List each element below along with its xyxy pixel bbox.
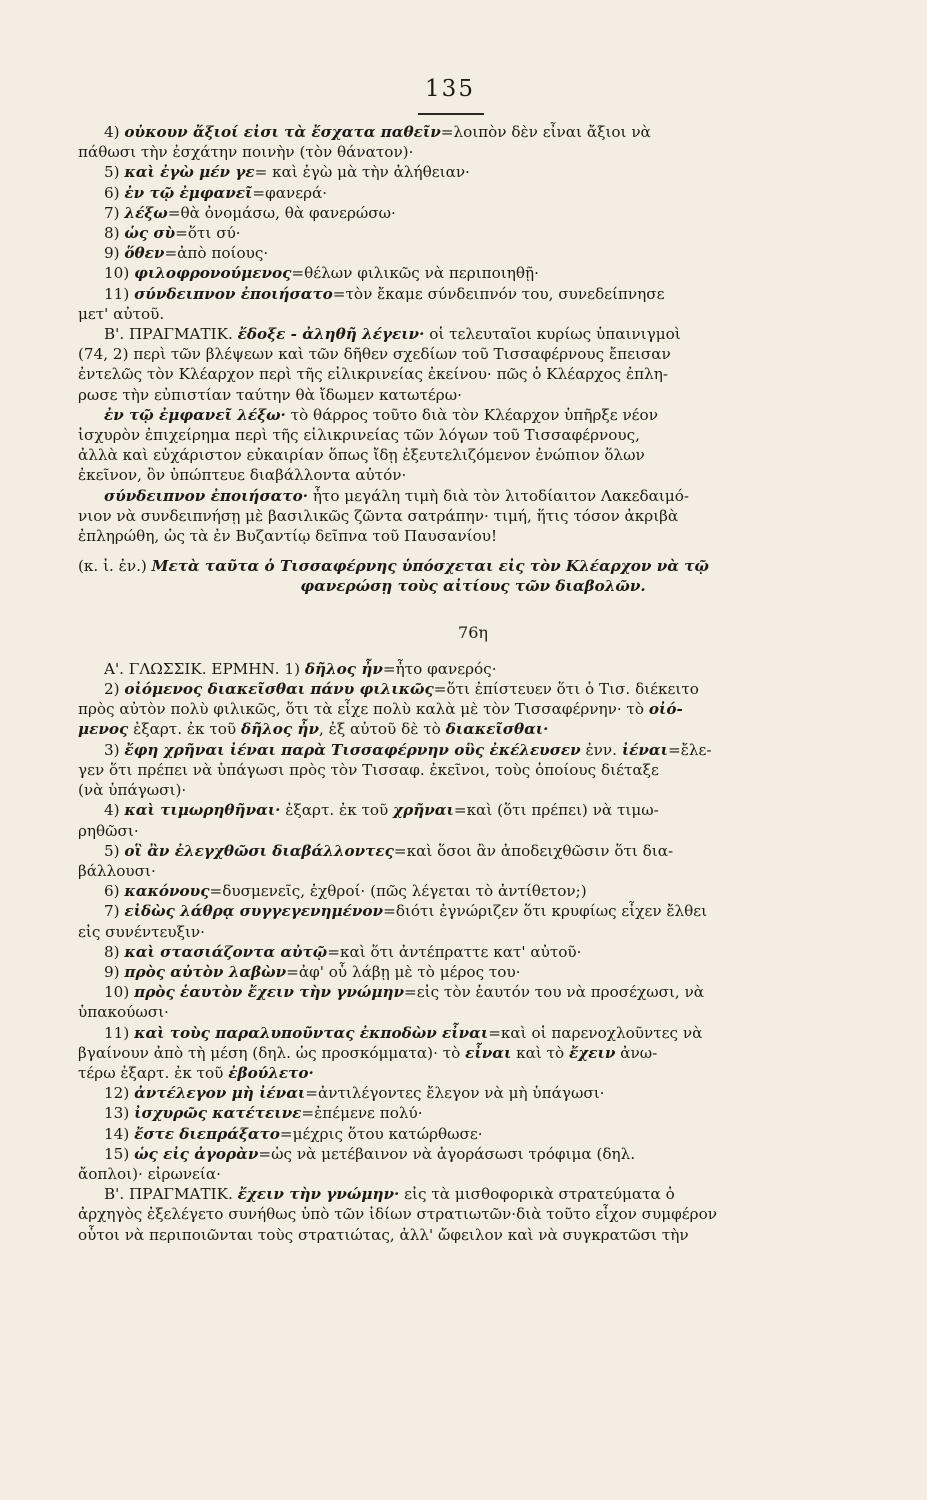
lemma: εἶναι	[465, 1043, 512, 1062]
lemma: λέξω	[124, 203, 168, 222]
gloss-text: 5)	[104, 841, 125, 860]
gloss-line	[78, 142, 868, 162]
gloss-text: =διότι ἐγνώριζεν ὅτι κρυφίως εἶχεν ἔλθει	[383, 902, 708, 921]
commentary-line	[78, 526, 868, 546]
lemma: οὐκουν ἄξιοί εἰσι τὰ ἔσχατα παθεῖν	[124, 123, 441, 141]
gloss-text: =ἦτο φανερός·	[382, 659, 497, 678]
lemma: ὡς σὺ	[124, 224, 176, 243]
lemma: σύνδειπνον ἐποιήσατο·	[104, 486, 308, 505]
gloss-line	[78, 800, 868, 820]
gloss-line	[78, 922, 868, 942]
gloss-text: =ὅτι ἐπίστευεν ὅτι ὁ Τισ. διέκειτο	[433, 680, 699, 699]
commentary-line	[78, 1225, 868, 1245]
gloss-text: ἀνω-	[615, 1043, 658, 1062]
gloss-line	[78, 223, 868, 243]
gloss-text: ὑπακούωσι·	[78, 1003, 169, 1022]
gloss-text: ρηθῶσι·	[78, 821, 139, 840]
gloss-text: =ἀφ' οὗ λάβῃ μὲ τὸ μέρος του·	[286, 962, 521, 981]
lemma: καὶ ἐγὼ μέν γε	[124, 163, 255, 182]
gloss-text: ἰσχυρὸν ἐπιχείρημα περὶ τῆς εἰλικρινείας τῶν λόγων τοῦ Τισσαφέρνους,	[78, 426, 640, 445]
gloss-text: 5)	[104, 163, 125, 182]
gloss-line	[78, 284, 868, 304]
page-number: 135	[425, 76, 475, 102]
gloss-text: =ἀπὸ ποίους·	[164, 244, 269, 263]
gloss-text: =ἀντιλέγοντες ἔλεγον νὰ μὴ ὑπάγωσι·	[305, 1084, 605, 1103]
gloss-text: οὗτοι νὰ περιποιῶνται τοὺς στρατιώτας, ἀλλ' ὤφειλον καὶ νὰ συγκρατῶσι τὴν	[78, 1225, 689, 1244]
lemma: ἔδοξε - ἀληθῆ λέγειν·	[237, 325, 425, 344]
gloss-text: Β'. ΠΡΑΓΜΑΤΙΚ.	[104, 325, 238, 344]
gloss-text: 6)	[104, 183, 125, 202]
gloss-line	[78, 699, 868, 719]
lemma: ἀντέλεγον μὴ ἰέναι	[134, 1084, 306, 1103]
gloss-line	[78, 1144, 868, 1164]
lemma: φανερώσῃ τοὺς αἰτίους τῶν διαβολῶν.	[300, 577, 646, 596]
gloss-text: =φανερά·	[252, 183, 328, 202]
gloss-text: =καὶ οἱ παρενοχλοῦντες νὰ	[488, 1023, 703, 1042]
gloss-line	[78, 1043, 868, 1063]
lemma: εἰδὼς λάθρᾳ συγγεγενημένον	[124, 902, 384, 921]
gloss-line	[78, 1103, 868, 1123]
gloss-text: 10)	[104, 983, 135, 1002]
gloss-text: =θὰ ὀνομάσω, θὰ φανερώσω·	[167, 203, 396, 222]
gloss-text: πρὸς αὐτὸν πολὺ φιλικῶς, ὅτι τὰ εἶχε πολὺ καλὰ μὲ τὸν Τισσαφέρνην· τὸ	[78, 700, 649, 719]
gloss-text: 12)	[104, 1084, 135, 1103]
commentary-line	[78, 486, 868, 506]
section-commentary-75	[78, 122, 868, 597]
gloss-text: τέρω ἐξαρτ. ἐκ τοῦ	[78, 1063, 229, 1082]
gloss-text: ρωσε τὴν εὐπιστίαν ταύτην θὰ ἴδωμεν κατωτέρω·	[78, 385, 462, 404]
commentary-line	[78, 405, 868, 425]
gloss-text: οἱ τελευταῖοι κυρίως ὑπαινιγμοὶ	[424, 325, 681, 344]
gloss-text: ἀρχηγὸς ἐξελέγετο συνήθως ὑπὸ τῶν ἰδίων στρατιωτῶν·διὰ τοῦτο εἶχον συμφέρον	[78, 1205, 717, 1224]
gloss-text: εἰς συνέντευξιν·	[78, 922, 205, 941]
gloss-text: 2)	[104, 680, 125, 699]
gloss-line	[78, 1164, 868, 1184]
gloss-text: =θέλων φιλικῶς νὰ περιποιηθῇ·	[291, 264, 539, 283]
commentary-line	[78, 506, 868, 526]
commentary-line	[78, 465, 868, 485]
gloss-line	[78, 760, 868, 780]
gloss-line	[78, 861, 868, 881]
lemma: φιλοφρονούμενος	[134, 264, 292, 283]
gloss-line	[78, 263, 868, 283]
lemma: δῆλος ἦν	[304, 659, 383, 678]
gloss-text: ἐντελῶς τὸν Κλέαρχον περὶ τῆς εἰλικρινείας ἐκείνου· πῶς ὁ Κλέαρχος ἐπλη-	[78, 365, 668, 384]
gloss-text: =δυσμενεῖς, ἐχθροί· (πῶς λέγεται τὸ ἀντίθετον;)	[209, 882, 587, 901]
lemma: χρῆναι	[393, 801, 454, 820]
lemma: πρὸς αὐτὸν λαβὼν	[124, 962, 287, 981]
gloss-text: =μέχρις ὅτου κατώρθωσε·	[279, 1124, 483, 1143]
gloss-text: 9)	[104, 962, 125, 981]
gloss-line	[78, 962, 868, 982]
section-number: 76η	[458, 622, 488, 642]
lemma: ἔστε διεπράξατο	[134, 1124, 280, 1143]
gloss-text: 14)	[104, 1124, 135, 1143]
summary-note	[78, 576, 868, 596]
lemma: ἰσχυρῶς κατέτεινε	[134, 1104, 302, 1123]
gloss-line	[78, 162, 868, 182]
gloss-text: καὶ τὸ	[511, 1043, 570, 1062]
gloss-text: 11)	[104, 284, 135, 303]
gloss-text: εἰς τὰ μισθοφορικὰ στρατεύματα ὁ	[399, 1185, 675, 1204]
lemma: μενος	[78, 720, 129, 739]
gloss-text: γεν ὅτι πρέπει νὰ ὑπάγωσι πρὸς τὸν Τισσαφ. ἐκεῖνοι, τοὺς ὁποίους διέταξε	[78, 760, 659, 779]
lemma: ἰέναι	[621, 740, 668, 759]
gloss-text: =καὶ ὅτι ἀντέπραττε κατ' αὐτοῦ·	[327, 942, 582, 961]
commentary-line	[78, 425, 868, 445]
gloss-line	[78, 183, 868, 203]
gloss-text: =ὡς νὰ μετέβαινον νὰ ἀγοράσωσι τρόφιμα (δηλ.	[258, 1144, 636, 1163]
lemma: ἔχειν	[569, 1043, 616, 1062]
lemma: Μετὰ ταῦτα ὁ Τισσαφέρνης ὑπόσχεται εἰς τὸν Κλέαρχον νὰ τῷ	[151, 557, 709, 576]
summary-note	[78, 556, 868, 576]
gloss-line	[78, 1124, 868, 1144]
gloss-text: =ἐπέμενε πολύ·	[301, 1104, 423, 1123]
lemma: καὶ τοὺς παραλυποῦντας ἐκποδὼν εἶναι	[134, 1023, 489, 1042]
gloss-text: 8)	[104, 224, 125, 243]
gloss-text: 7)	[104, 902, 125, 921]
gloss-text: =καὶ (ὅτι πρέπει) νὰ τιμω-	[453, 801, 659, 820]
page-number-rule	[418, 113, 484, 115]
gloss-text: =ὅτι σύ·	[175, 224, 241, 243]
gloss-text: 7)	[104, 203, 125, 222]
gloss-text: Α'. ΓΛΩΣΣΙΚ. ΕΡΜΗΝ. 1)	[104, 659, 305, 678]
gloss-text: =εἰς τὸν ἑαυτόν του νὰ προσέχωσι, νὰ	[404, 983, 705, 1002]
gloss-text: ἐνν.	[580, 740, 622, 759]
gloss-line	[78, 679, 868, 699]
lemma: ὡς εἰς ἀγορὰν	[134, 1144, 259, 1163]
commentary-line	[78, 445, 868, 465]
gloss-text: =τὸν ἔκαμε σύνδειπνόν του, συνεδείπνησε	[332, 284, 665, 303]
gloss-line	[78, 1083, 868, 1103]
gloss-line	[78, 780, 868, 800]
gloss-line	[78, 982, 868, 1002]
gloss-text: 8)	[104, 942, 125, 961]
lemma: οἰό-	[648, 700, 683, 719]
section-commentary-76	[78, 659, 868, 1245]
gloss-line	[78, 901, 868, 921]
gloss-text: τὸ θάρρος τοῦτο διὰ τὸν Κλέαρχον ὑπῆρξε νέον	[285, 405, 658, 424]
gloss-text: (κ. ἰ. ἐν.)	[78, 557, 152, 576]
lemma: ὅθεν	[124, 244, 165, 263]
gloss-text: , ἐξ αὐτοῦ δὲ τὸ	[319, 720, 446, 739]
gloss-text: ἄοπλοι)· εἰρωνεία·	[78, 1164, 221, 1183]
gloss-text: =καὶ ὅσοι ἂν ἀποδειχθῶσιν ὅτι δια-	[393, 841, 674, 860]
lemma: διακεῖσθαι·	[445, 720, 549, 739]
gloss-text: (74, 2) περὶ τῶν βλέψεων καὶ τῶν δῆθεν σχεδίων τοῦ Τισσαφέρνους ἔπεισαν	[78, 345, 671, 364]
gloss-text: =ἔλε-	[667, 740, 712, 759]
gloss-line	[78, 659, 868, 679]
lemma: ἔχειν τὴν γνώμην·	[237, 1185, 400, 1204]
gloss-text: 10)	[104, 264, 135, 283]
gloss-text: μετ' αὐτοῦ.	[78, 304, 165, 323]
gloss-text: βγαίνουν ἀπὸ τὴ μέση (δηλ. ὡς προσκόμματα)· τὸ	[78, 1043, 466, 1062]
lemma: δῆλος ἦν	[240, 720, 320, 739]
commentary-line	[78, 364, 868, 384]
commentary-line	[78, 1184, 868, 1204]
page-text	[78, 122, 868, 1245]
gloss-text: (νὰ ὑπάγωσι)·	[78, 781, 187, 800]
gloss-line	[78, 740, 868, 760]
lemma: ἐν τῷ ἐμφανεῖ	[124, 183, 253, 202]
lemma: σύνδειπνον ἐποιήσατο	[134, 284, 333, 303]
gloss-text: νιον νὰ συνδειπνήσῃ μὲ βασιλικῶς ζῶντα σατράπην· τιμή, ἥτις τόσον ἀκριβὰ	[78, 506, 679, 525]
gloss-text: ἐκεῖνον, ὃν ὑπώπτευε διαβάλλοντα αὐτόν·	[78, 466, 407, 485]
gloss-text: ἐπληρώθη, ὡς τὰ ἐν Βυζαντίῳ δεῖπνα τοῦ Παυσανίου!	[78, 527, 498, 546]
commentary-line	[78, 385, 868, 405]
gloss-line	[78, 304, 868, 324]
gloss-line	[78, 203, 868, 223]
gloss-text: πάθωσι τὴν ἐσχάτην ποινὴν (τὸν θάνατον)·	[78, 143, 414, 162]
gloss-text: 6)	[104, 882, 125, 901]
gloss-text: 9)	[104, 244, 125, 263]
gloss-text: ἀλλὰ καὶ εὐχάριστον εὐκαιρίαν ὅπως ἴδῃ ἐξευτελιζόμενον ἐνώπιον ὅλων	[78, 446, 645, 465]
gloss-text: 4)	[104, 801, 125, 820]
gloss-text: =λοιπὸν δὲν εἶναι ἄξιοι νὰ	[440, 123, 651, 141]
gloss-text: 4)	[104, 123, 125, 141]
lemma: ἐβούλετο·	[228, 1063, 314, 1082]
commentary-line	[78, 344, 868, 364]
gloss-line	[78, 1002, 868, 1022]
lemma: καὶ στασιάζοντα αὐτῷ	[124, 942, 328, 961]
gloss-line	[78, 881, 868, 901]
gloss-text: Β'. ΠΡΑΓΜΑΤΙΚ.	[104, 1185, 238, 1204]
gloss-text: 15)	[104, 1144, 135, 1163]
gloss-text: 11)	[104, 1023, 135, 1042]
gloss-text: ἐξαρτ. ἐκ τοῦ	[128, 720, 241, 739]
gloss-line	[78, 942, 868, 962]
lemma: πρὸς ἑαυτὸν ἔχειν τὴν γνώμην	[134, 983, 405, 1002]
lemma: κακόνους	[124, 882, 210, 901]
gloss-text: ἦτο μεγάλη τιμὴ διὰ τὸν λιτοδίαιτον Λακεδαιμό-	[308, 486, 689, 505]
gloss-line	[78, 841, 868, 861]
lemma: ἔφη χρῆναι ἰέναι παρὰ Τισσαφέρνην οὓς ἐκέλευσεν	[124, 740, 581, 759]
lemma: καὶ τιμωρηθῆναι·	[124, 801, 281, 820]
lemma: οἳ ἂν ἐλεγχθῶσι διαβάλλοντες	[124, 841, 394, 860]
gloss-text: ἐξαρτ. ἐκ τοῦ	[280, 801, 394, 820]
lemma: ἐν τῷ ἐμφανεῖ λέξω·	[104, 405, 286, 424]
commentary-line	[78, 324, 868, 344]
lemma: οἰόμενος διακεῖσθαι πάνυ φιλικῶς	[124, 680, 434, 699]
gloss-text: 13)	[104, 1104, 135, 1123]
gloss-text: βάλλουσι·	[78, 861, 156, 880]
gloss-line	[78, 719, 868, 739]
gloss-line	[78, 821, 868, 841]
gloss-line	[78, 1023, 868, 1043]
gloss-text: = καὶ ἐγὼ μὰ τὴν ἀλήθειαν·	[254, 163, 470, 182]
commentary-line	[78, 1204, 868, 1224]
gloss-line	[78, 243, 868, 263]
gloss-line	[78, 122, 868, 142]
gloss-text: 3)	[104, 740, 125, 759]
gloss-line	[78, 1063, 868, 1083]
